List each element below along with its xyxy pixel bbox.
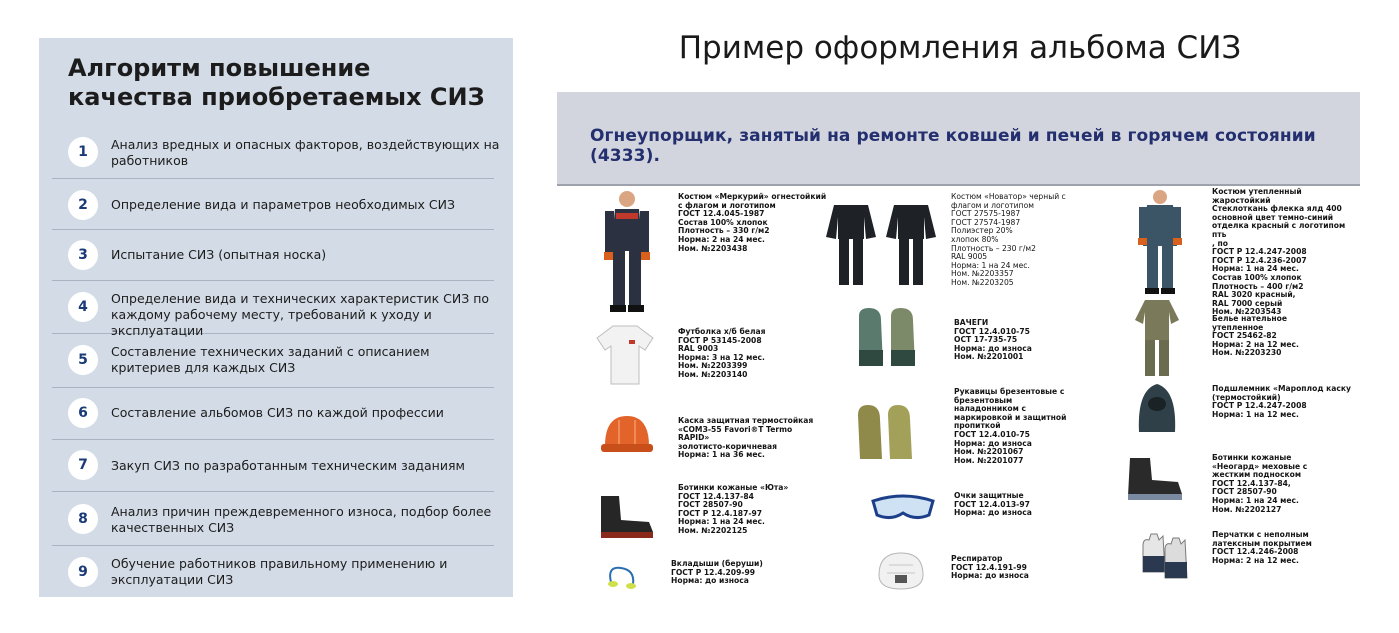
black-suit-image [824, 197, 944, 287]
step-item [52, 440, 494, 492]
spec-text: Костюм утепленный жаростойкий Стеклоткань флекка ялд 400 основной цвет темно-синий отделка красный с логотипом пть , по ГОСТ Р 12.4.247-2008 ГОСТ Р 12.4.236-2007 Норма: 1 на 24 мес. Состав 100% хлопок Плотность – 400 г/м2 RAL 3020 красный, RAL 7000 серый Ном. №2203543 [1212, 187, 1346, 317]
step-item [52, 230, 494, 281]
steps-list [52, 129, 500, 600]
mittens-image [855, 306, 925, 370]
step-item [52, 334, 494, 388]
panel-title: Алгоритм повышение качества приобретаемых СИЗ [68, 54, 485, 111]
worker-suit-image [597, 189, 657, 315]
spec-text: Респиратор ГОСТ 12.4.191-99 Норма: до износа [951, 554, 1029, 581]
spec-text: Каска защитная термостойкая «СОМЗ-55 Favori®T Termo RAPID» золотисто-коричневая Норма: 1 на 36 мес. [678, 416, 814, 460]
step-number: 6 [68, 398, 98, 428]
step-number: 7 [68, 450, 98, 480]
spec-text: Подшлемник «Мароплод каску (термостойкий) ГОСТ Р 12.4.247-2008 Норма: 1 на 12 мес. [1212, 384, 1351, 419]
step-text: Определение вида и параметров необходимых СИЗ [111, 197, 456, 212]
winter-boots-image [1124, 456, 1186, 502]
respirator-image [875, 549, 927, 591]
step-text: Анализ причин преждевременного износа, подбор более качественных СИЗ [111, 504, 492, 535]
spec-text: Ботинки кожаные «Юта» ГОСТ 12.4.137-84 ГОСТ 28507-90 ГОСТ Р 12.4.187-97 Норма: 1 на 24 мес. Ном. №2202125 [678, 483, 789, 535]
spec-text: Костюм «Новатор» черный с флагом и логотипом ГОСТ 27575-1987 ГОСТ 27574-1987 Полиэстер 20% хлопок 80% Плотность – 230 г/м2 RAL 9005 Норма: 1 на 24 мес. Ном. №2203357 Ном. №2203205 [951, 192, 1066, 287]
album-header [557, 92, 1360, 186]
step-item [52, 546, 494, 600]
step-item [52, 281, 494, 338]
spec-text: Рукавицы брезентовые с брезентовым наладонником с маркировкой и защитной пропиткой ГОСТ 12.4.010-75 Норма: до износа Ном. №2201067 Ном. №2201077 [954, 387, 1067, 465]
earplugs-image [605, 562, 639, 592]
step-number: 5 [68, 345, 98, 375]
step-item [52, 388, 494, 440]
album-example-title: Пример оформления альбома СИЗ [678, 30, 1242, 66]
step-item [52, 179, 494, 230]
step-text: Испытание СИЗ (опытная носка) [111, 247, 327, 262]
step-number: 2 [68, 190, 98, 220]
step-text: Анализ вредных и опасных факторов, воздействующих на работников [111, 137, 500, 168]
step-number: 3 [68, 240, 98, 270]
step-item [52, 492, 494, 546]
underwear-image [1133, 298, 1181, 378]
step-text: Обучение работников правильному применению и эксплуатации СИЗ [111, 556, 448, 587]
spec-text: Костюм «Меркурий» огнестойкий с флагом и логотипом ГОСТ 12.4.045-1987 Состав 100% хлопок Плотность – 330 г/м2 Норма: 2 на 24 мес. Ном. №2203438 [678, 192, 827, 253]
spec-text: Перчатки с неполным латексным покрытием ГОСТ 12.4.246-2008 Норма: 2 на 12 мес. [1212, 530, 1312, 565]
balaclava-image [1131, 380, 1183, 436]
gloves-image [1139, 532, 1189, 582]
spec-text: Вкладыши (беруши) ГОСТ Р 12.4.209-99 Норма: до износа [671, 559, 763, 586]
profession-heading: Огнеупорщик, занятый на ремонте ковшей и печей в горячем состоянии (4333). [590, 126, 1316, 166]
spec-text: ВАЧЕГИ ГОСТ 12.4.010-75 ОСТ 17-735-75 Норма: до износа Ном. №2201001 [954, 318, 1032, 362]
step-text: Составление альбомов СИЗ по каждой профессии [111, 405, 444, 420]
step-item [52, 129, 500, 179]
spec-text: Очки защитные ГОСТ 12.4.013-97 Норма: до износа [954, 491, 1032, 518]
step-number: 4 [68, 292, 98, 322]
step-text: Определение вида и технических характеристик СИЗ по каждому рабочему месту, требований к уходу и эксплуатации [111, 291, 490, 338]
spec-text: Ботинки кожаные «Неогард» меховые с жестким подноском ГОСТ 12.4.137-84, ГОСТ 28507-90 Норма: 1 на 24 мес. Ном. №2202127 [1212, 453, 1308, 514]
step-text: Составление технических заданий с описанием критериев для каждых СИЗ [111, 344, 430, 375]
boots-image [597, 492, 657, 540]
algorithm-panel [39, 38, 513, 597]
canvas-mittens-image [854, 403, 918, 463]
insulated-suit-image [1135, 188, 1185, 296]
helmet-image [599, 410, 655, 462]
step-number: 9 [68, 557, 98, 587]
step-text: Закуп СИЗ по разработанным техническим заданиям [111, 458, 465, 473]
step-number: 1 [68, 137, 98, 167]
step-number: 8 [68, 504, 98, 534]
spec-text: Футболка х/б белая ГОСТ Р 53145-2008 RAL 9003 Норма: 3 на 12 мес. Ном. №2203399 Ном. №2203140 [678, 327, 766, 379]
spec-text: Белье нательное утепленное ГОСТ 25462-82 Норма: 2 на 12 мес. Ном. №2203230 [1212, 314, 1299, 358]
goggles-image [871, 491, 935, 525]
ppe-album [557, 92, 1360, 597]
tshirt-image [595, 324, 655, 386]
